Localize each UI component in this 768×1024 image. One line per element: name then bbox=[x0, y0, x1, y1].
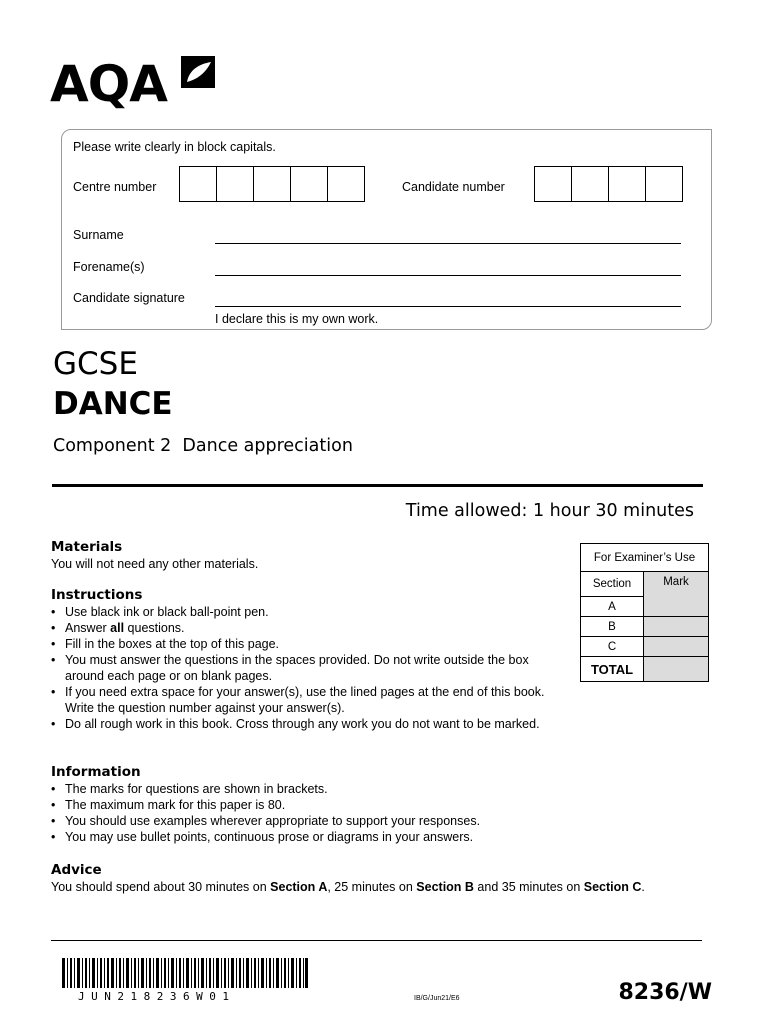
logo-text: AQA bbox=[50, 55, 167, 113]
qualification-title: GCSE bbox=[53, 346, 138, 382]
mark-cell bbox=[644, 617, 709, 637]
section-a-cell: A bbox=[581, 597, 644, 617]
materials-heading: Materials bbox=[51, 539, 123, 555]
digit-box[interactable] bbox=[180, 167, 217, 201]
title-divider bbox=[52, 484, 703, 487]
advice-heading: Advice bbox=[51, 862, 102, 878]
time-allowed: Time allowed: 1 hour 30 minutes bbox=[405, 501, 694, 521]
candidate-number-label: Candidate number bbox=[402, 180, 505, 194]
materials-section bbox=[51, 539, 571, 572]
subject-title: DANCE bbox=[53, 386, 173, 422]
digit-box[interactable] bbox=[535, 167, 572, 201]
digit-box[interactable] bbox=[646, 167, 682, 201]
materials-text: You will not need any other materials. bbox=[51, 557, 259, 571]
centre-number-boxes[interactable] bbox=[179, 166, 365, 202]
total-label: TOTAL bbox=[581, 657, 644, 682]
centre-number-label: Centre number bbox=[73, 180, 157, 194]
list-item: • If you need extra space for your answer(s), use the lined pages at the end of this book. Write the question number against your answer(s). bbox=[51, 684, 571, 716]
list-item: • The marks for questions are shown in brackets. bbox=[51, 781, 571, 797]
digit-box[interactable] bbox=[254, 167, 291, 201]
list-item: • The maximum mark for this paper is 80. bbox=[51, 797, 571, 813]
aqa-logo bbox=[50, 56, 167, 112]
examiner-use-table bbox=[580, 543, 709, 682]
instructions-heading: Instructions bbox=[51, 587, 143, 603]
surname-label: Surname bbox=[73, 228, 124, 242]
list-item: • You must answer the questions in the spaces provided. Do not write outside the box around each page or on blank pages. bbox=[51, 652, 571, 684]
mark-column-header: Mark bbox=[644, 572, 709, 617]
signature-label: Candidate signature bbox=[73, 291, 185, 305]
advice-text: You should spend about 30 minutes on Section A, 25 minutes on Section B and 35 minutes on Section C. bbox=[51, 880, 645, 894]
mark-cell bbox=[644, 637, 709, 657]
digit-box[interactable] bbox=[572, 167, 609, 201]
information-list bbox=[51, 781, 571, 845]
instructions-list bbox=[51, 604, 571, 732]
examiner-table-title: For Examiner’s Use bbox=[581, 544, 709, 572]
section-b-cell: B bbox=[581, 617, 644, 637]
list-item: • You may use bullet points, continuous prose or diagrams in your answers. bbox=[51, 829, 571, 845]
total-mark-cell bbox=[644, 657, 709, 682]
leaf-mark-icon bbox=[181, 56, 215, 88]
list-item: • Answer all questions. bbox=[51, 620, 571, 636]
signature-field[interactable] bbox=[215, 306, 681, 307]
digit-box[interactable] bbox=[217, 167, 254, 201]
digit-box[interactable] bbox=[291, 167, 328, 201]
footer-divider bbox=[51, 940, 702, 941]
list-item: • You should use examples wherever appropriate to support your responses. bbox=[51, 813, 571, 829]
information-heading: Information bbox=[51, 764, 141, 780]
barcode-text: JUN218236W01 bbox=[78, 990, 236, 1003]
instructions-section bbox=[51, 587, 571, 732]
digit-box[interactable] bbox=[328, 167, 364, 201]
list-item: • Do all rough work in this book. Cross through any work you do not want to be marked. bbox=[51, 716, 571, 732]
barcode-icon bbox=[62, 958, 308, 988]
forename-field[interactable] bbox=[215, 275, 681, 276]
advice-section bbox=[51, 862, 671, 895]
candidate-number-boxes[interactable] bbox=[534, 166, 683, 202]
information-section bbox=[51, 764, 571, 845]
paper-code: 8236/W bbox=[618, 980, 712, 1005]
section-c-cell: C bbox=[581, 637, 644, 657]
declaration-text: I declare this is my own work. bbox=[215, 312, 379, 326]
surname-field[interactable] bbox=[215, 243, 681, 244]
component-title: Component 2 Dance appreciation bbox=[53, 436, 353, 456]
list-item: • Use black ink or black ball-point pen. bbox=[51, 604, 571, 620]
forename-label: Forename(s) bbox=[73, 260, 145, 274]
digit-box[interactable] bbox=[609, 167, 646, 201]
section-column-header: Section bbox=[581, 572, 644, 597]
block-capitals-instruction: Please write clearly in block capitals. bbox=[73, 140, 276, 154]
list-item: • Fill in the boxes at the top of this page. bbox=[51, 636, 571, 652]
reference-code: IB/G/Jun21/E6 bbox=[414, 995, 460, 1002]
